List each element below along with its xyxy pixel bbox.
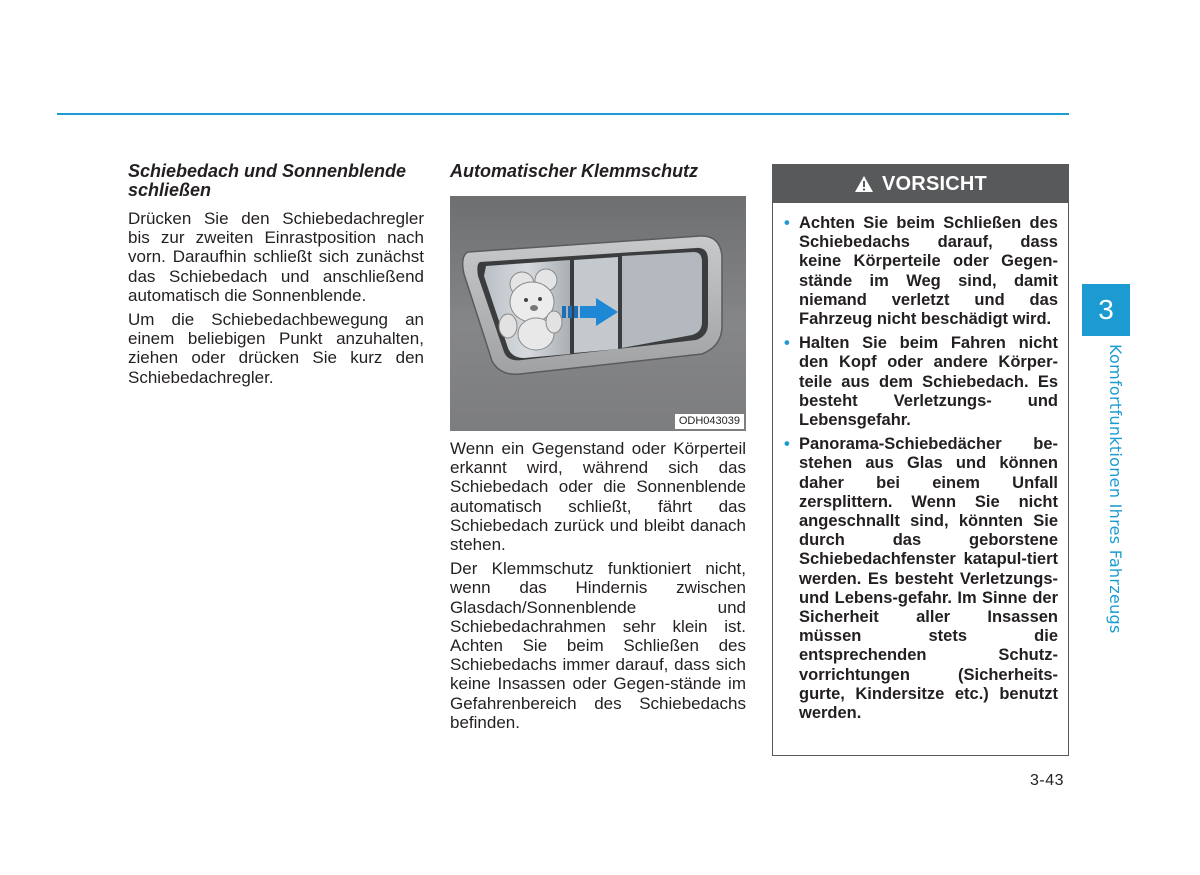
section-anti-pinch — [450, 160, 746, 737]
header-rule — [57, 113, 1069, 115]
paragraph: Wenn ein Gegenstand oder Körperteil erkannt wird, während sich das Schiebedach oder die Sonnenblende automatisch schließt, fährt das Schiebedach zurück und bleibt danach stehen. — [450, 439, 746, 555]
caution-item — [784, 334, 1058, 430]
caution-list — [773, 203, 1068, 723]
sunroof-illustration — [450, 196, 746, 431]
paragraph: Um die Schiebedachbewegung an einem beliebigen Punkt anzuhalten, ziehen oder drücken Sie kurz den Schiebedachregler. — [128, 310, 424, 387]
sunroof-drawing — [450, 196, 746, 431]
page-number: 3-43 — [1030, 772, 1065, 789]
figure-code: ODH043039 — [675, 414, 744, 429]
bullet: • — [784, 214, 790, 232]
chapter-number-tab: 3 — [1082, 284, 1130, 336]
caution-item — [784, 435, 1058, 723]
bullet: • — [784, 435, 790, 454]
caution-header — [773, 165, 1068, 203]
section-heading: Automatischer Klemmschutz — [450, 161, 699, 181]
chapter-title: Komfortfunktionen Ihres Fahrzeugs — [1106, 344, 1125, 634]
paragraph: Der Klemmschutz funktioniert nicht, wenn das Hindernis zwischen Glasdach/Sonnenblende und Schiebedachrahmen sehr klein ist. Achten Sie beim Schließen des Schiebedachs immer darauf, dass sich keine Insassen oder Gegen-stände im Gefahrenbereich des Schiebedachs befinden. — [450, 559, 746, 732]
caution-item — [784, 214, 1058, 329]
caution-item-text: Panorama-Schiebedächer be-stehen aus Glas und können daher bei einem Unfall zersplittern. Wenn Sie nicht angeschnallt sind, könnten Sie durch das geborstene Schiebedachfenster katapul-tiert werden. Es besteht Verletzungs- und Lebens-gefahr. Im Sinne der Sicherheit aller Insassen müssen stets die entsprechenden Schutz-vorrichtungen (Sicherheits-gurte, Kindersitze etc.) benutzt werden. — [799, 435, 1058, 723]
section-heading: Schiebedach und Sonnenblende schließen — [128, 161, 407, 200]
caution-box — [772, 164, 1069, 756]
caution-item-text: Achten Sie beim Schließen des Schiebedachs darauf, dass keine Körperteile oder Gegen-stände im Weg sind, damit niemand verletzt und das Fahrzeug nicht beschädigt wird. — [799, 214, 1058, 329]
warning-triangle-icon — [854, 175, 874, 193]
paragraph: Drücken Sie den Schiebedachregler bis zur zweiten Einrastposition nach vorn. Daraufhin schließt sich zunächst das Schiebedach und anschließend automatisch die Sonnenblende. — [128, 209, 424, 305]
caution-item-text: Halten Sie beim Fahren nicht den Kopf oder andere Körper-teile aus dem Schiebedach. Es besteht Verletzungs- und Lebensgefahr. — [799, 334, 1058, 430]
caution-title: VORSICHT — [882, 172, 987, 195]
bullet: • — [784, 334, 790, 353]
section-close-sunroof — [128, 160, 424, 392]
